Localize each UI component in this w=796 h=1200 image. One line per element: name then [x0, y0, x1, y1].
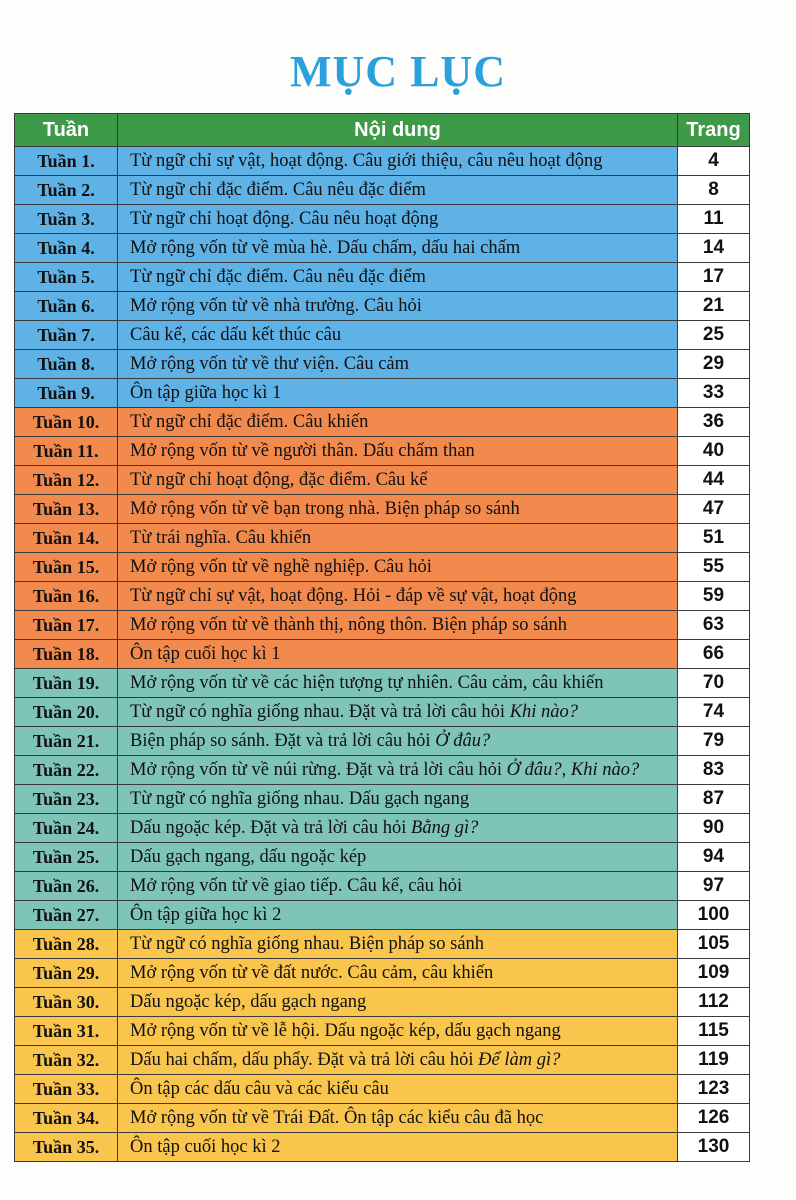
- week-cell: Tuần 34.: [15, 1104, 118, 1133]
- page-number-cell: 94: [678, 843, 750, 872]
- content-text: Từ ngữ chỉ đặc điểm. Câu nêu đặc điểm: [130, 179, 426, 200]
- content-cell: [118, 901, 678, 930]
- week-cell: Tuần 30.: [15, 988, 118, 1017]
- week-cell: Tuần 29.: [15, 959, 118, 988]
- page-number-cell: 70: [678, 669, 750, 698]
- page-number-cell: 17: [678, 263, 750, 292]
- content-cell: [118, 292, 678, 321]
- content-text: Ôn tập các dấu câu và các kiểu câu: [130, 1078, 389, 1099]
- content-text: Từ ngữ chỉ đặc điểm. Câu khiến: [130, 411, 369, 432]
- content-cell: [118, 466, 678, 495]
- table-row: [15, 321, 750, 350]
- content-text: Từ ngữ có nghĩa giống nhau. Biện pháp so sánh: [130, 933, 485, 954]
- content-text: Mở rộng vốn từ về núi rừng. Đặt và trả lời câu hỏi: [130, 759, 507, 780]
- week-cell: Tuần 33.: [15, 1075, 118, 1104]
- content-text: Từ ngữ có nghĩa giống nhau. Dấu gạch ngang: [130, 788, 470, 809]
- content-italic-text: Khi nào?: [509, 701, 579, 722]
- page-number-cell: 33: [678, 379, 750, 408]
- page-number-cell: 119: [678, 1046, 750, 1075]
- week-cell: Tuần 5.: [15, 263, 118, 292]
- content-cell: [118, 611, 678, 640]
- page-number-cell: 112: [678, 988, 750, 1017]
- content-cell: [118, 176, 678, 205]
- page-number-cell: 109: [678, 959, 750, 988]
- table-row: [15, 640, 750, 669]
- header-content: Nội dung: [118, 114, 678, 147]
- content-cell: [118, 379, 678, 408]
- content-text: Mở rộng vốn từ về đất nước. Câu cảm, câu khiến: [130, 962, 494, 983]
- content-text: Từ ngữ có nghĩa giống nhau. Đặt và trả lời câu hỏi: [130, 701, 510, 722]
- table-row: [15, 727, 750, 756]
- content-cell: [118, 988, 678, 1017]
- page-number-cell: 79: [678, 727, 750, 756]
- content-text: Mở rộng vốn từ về thành thị, nông thôn. Biện pháp so sánh: [130, 614, 568, 635]
- table-row: [15, 466, 750, 495]
- week-cell: Tuần 25.: [15, 843, 118, 872]
- page-number-cell: 100: [678, 901, 750, 930]
- table-row: [15, 785, 750, 814]
- week-cell: Tuần 27.: [15, 901, 118, 930]
- header-week: Tuần: [15, 114, 118, 147]
- content-text: Ôn tập giữa học kì 2: [130, 904, 282, 925]
- table-row: [15, 611, 750, 640]
- content-italic-text: Ở đâu?: [435, 730, 491, 751]
- content-text: Từ ngữ chỉ sự vật, hoạt động. Hỏi - đáp về sự vật, hoạt động: [130, 585, 577, 606]
- table-row: [15, 1075, 750, 1104]
- page-number-cell: 130: [678, 1133, 750, 1162]
- content-text: Mở rộng vốn từ về bạn trong nhà. Biện pháp so sánh: [130, 498, 520, 519]
- week-cell: Tuần 7.: [15, 321, 118, 350]
- table-row: [15, 930, 750, 959]
- content-cell: [118, 727, 678, 756]
- content-cell: [118, 408, 678, 437]
- page-number-cell: 87: [678, 785, 750, 814]
- content-cell: [118, 205, 678, 234]
- table-row: [15, 263, 750, 292]
- table-row: [15, 1046, 750, 1075]
- table-row: [15, 350, 750, 379]
- content-cell: [118, 495, 678, 524]
- page-number-cell: 40: [678, 437, 750, 466]
- table-row: [15, 205, 750, 234]
- content-cell: [118, 234, 678, 263]
- content-italic-text: Ở đâu?, Khi nào?: [506, 759, 640, 780]
- week-cell: Tuần 6.: [15, 292, 118, 321]
- week-cell: Tuần 28.: [15, 930, 118, 959]
- content-text: Mở rộng vốn từ về nghề nghiệp. Câu hỏi: [130, 556, 432, 577]
- page-number-cell: 83: [678, 756, 750, 785]
- content-cell: [118, 263, 678, 292]
- week-cell: Tuần 8.: [15, 350, 118, 379]
- content-cell: [118, 1075, 678, 1104]
- week-cell: Tuần 35.: [15, 1133, 118, 1162]
- page-number-cell: 123: [678, 1075, 750, 1104]
- week-cell: Tuần 24.: [15, 814, 118, 843]
- table-row: [15, 147, 750, 176]
- table-row: [15, 1133, 750, 1162]
- content-cell: [118, 669, 678, 698]
- content-cell: [118, 814, 678, 843]
- week-cell: Tuần 20.: [15, 698, 118, 727]
- week-cell: Tuần 19.: [15, 669, 118, 698]
- table-row: [15, 959, 750, 988]
- week-cell: Tuần 22.: [15, 756, 118, 785]
- content-cell: [118, 321, 678, 350]
- content-text: Mở rộng vốn từ về các hiện tượng tự nhiên. Câu cảm, câu khiến: [130, 672, 604, 693]
- week-cell: Tuần 23.: [15, 785, 118, 814]
- page-number-cell: 4: [678, 147, 750, 176]
- page-number-cell: 74: [678, 698, 750, 727]
- table-row: [15, 669, 750, 698]
- content-text: Từ trái nghĩa. Câu khiến: [130, 527, 312, 548]
- content-cell: [118, 437, 678, 466]
- table-body: [15, 147, 750, 1162]
- table-row: [15, 843, 750, 872]
- week-cell: Tuần 17.: [15, 611, 118, 640]
- table-row: [15, 234, 750, 263]
- page-number-cell: 51: [678, 524, 750, 553]
- table-row: [15, 292, 750, 321]
- content-text: Mở rộng vốn từ về lễ hội. Dấu ngoặc kép, dấu gạch ngang: [130, 1020, 561, 1041]
- week-cell: Tuần 4.: [15, 234, 118, 263]
- table-row: [15, 698, 750, 727]
- page-number-cell: 105: [678, 930, 750, 959]
- week-cell: Tuần 13.: [15, 495, 118, 524]
- content-text: Mở rộng vốn từ về nhà trường. Câu hỏi: [130, 295, 422, 316]
- content-text: Mở rộng vốn từ về Trái Đất. Ôn tập các kiểu câu đã học: [130, 1107, 544, 1128]
- table-row: [15, 437, 750, 466]
- content-text: Từ ngữ chỉ hoạt động. Câu nêu hoạt động: [130, 208, 439, 229]
- content-cell: [118, 1046, 678, 1075]
- week-cell: Tuần 2.: [15, 176, 118, 205]
- week-cell: Tuần 31.: [15, 1017, 118, 1046]
- content-cell: [118, 582, 678, 611]
- content-cell: [118, 843, 678, 872]
- content-text: Câu kể, các dấu kết thúc câu: [130, 324, 342, 345]
- week-cell: Tuần 26.: [15, 872, 118, 901]
- page-number-cell: 126: [678, 1104, 750, 1133]
- table-row: [15, 901, 750, 930]
- week-cell: Tuần 16.: [15, 582, 118, 611]
- content-text: Dấu ngoặc kép. Đặt và trả lời câu hỏi: [130, 817, 412, 838]
- table-of-contents: [14, 113, 750, 1162]
- content-text: Dấu hai chấm, dấu phẩy. Đặt và trả lời câu hỏi: [130, 1049, 479, 1070]
- page-number-cell: 14: [678, 234, 750, 263]
- content-cell: [118, 1017, 678, 1046]
- content-cell: [118, 147, 678, 176]
- week-cell: Tuần 18.: [15, 640, 118, 669]
- page-number-cell: 11: [678, 205, 750, 234]
- content-text: Mở rộng vốn từ về giao tiếp. Câu kể, câu hỏi: [130, 875, 463, 896]
- content-text: Mở rộng vốn từ về người thân. Dấu chấm than: [130, 440, 475, 461]
- table-row: [15, 988, 750, 1017]
- page-number-cell: 47: [678, 495, 750, 524]
- content-cell: [118, 553, 678, 582]
- page-number-cell: 63: [678, 611, 750, 640]
- page-title: MỤC LỤC: [290, 47, 506, 96]
- content-cell: [118, 350, 678, 379]
- week-cell: Tuần 1.: [15, 147, 118, 176]
- table-row: [15, 495, 750, 524]
- table-row: [15, 176, 750, 205]
- content-text: Biện pháp so sánh. Đặt và trả lời câu hỏi: [130, 730, 436, 751]
- page-number-cell: 59: [678, 582, 750, 611]
- page-number-cell: 55: [678, 553, 750, 582]
- week-cell: Tuần 10.: [15, 408, 118, 437]
- page-number-cell: 66: [678, 640, 750, 669]
- table-header-row: [15, 114, 750, 147]
- content-text: Mở rộng vốn từ về mùa hè. Dấu chấm, dấu hai chấm: [130, 237, 521, 258]
- page-number-cell: 8: [678, 176, 750, 205]
- content-text: Từ ngữ chỉ sự vật, hoạt động. Câu giới thiệu, câu nêu hoạt động: [130, 150, 603, 171]
- page-number-cell: 90: [678, 814, 750, 843]
- table-row: [15, 379, 750, 408]
- week-cell: Tuần 14.: [15, 524, 118, 553]
- table-row: [15, 756, 750, 785]
- table-row: [15, 553, 750, 582]
- week-cell: Tuần 3.: [15, 205, 118, 234]
- page-number-cell: 36: [678, 408, 750, 437]
- table-row: [15, 408, 750, 437]
- content-text: Dấu gạch ngang, dấu ngoặc kép: [130, 846, 367, 867]
- content-cell: [118, 1133, 678, 1162]
- content-cell: [118, 872, 678, 901]
- table-row: [15, 524, 750, 553]
- content-cell: [118, 698, 678, 727]
- page-number-cell: 44: [678, 466, 750, 495]
- content-cell: [118, 785, 678, 814]
- week-cell: Tuần 12.: [15, 466, 118, 495]
- content-italic-text: Bằng gì?: [411, 817, 479, 838]
- content-text: Ôn tập giữa học kì 1: [130, 382, 282, 403]
- page-number-cell: 29: [678, 350, 750, 379]
- week-cell: Tuần 32.: [15, 1046, 118, 1075]
- content-cell: [118, 1104, 678, 1133]
- content-text: Dấu ngoặc kép, dấu gạch ngang: [130, 991, 367, 1012]
- content-text: Ôn tập cuối học kì 2: [130, 1136, 281, 1157]
- content-cell: [118, 756, 678, 785]
- table-row: [15, 872, 750, 901]
- content-text: Ôn tập cuối học kì 1: [130, 643, 281, 664]
- page-number-cell: 115: [678, 1017, 750, 1046]
- page-number-cell: 97: [678, 872, 750, 901]
- week-cell: Tuần 15.: [15, 553, 118, 582]
- header-page: Trang: [678, 114, 750, 147]
- table-row: [15, 814, 750, 843]
- content-text: Từ ngữ chỉ hoạt động, đặc điểm. Câu kể: [130, 469, 428, 490]
- table-row: [15, 582, 750, 611]
- content-text: Từ ngữ chỉ đặc điểm. Câu nêu đặc điểm: [130, 266, 426, 287]
- table-row: [15, 1017, 750, 1046]
- table-row: [15, 1104, 750, 1133]
- content-cell: [118, 524, 678, 553]
- page-number-cell: 25: [678, 321, 750, 350]
- page-number-cell: 21: [678, 292, 750, 321]
- content-cell: [118, 930, 678, 959]
- content-italic-text: Để làm gì?: [478, 1049, 561, 1070]
- week-cell: Tuần 21.: [15, 727, 118, 756]
- week-cell: Tuần 9.: [15, 379, 118, 408]
- week-cell: Tuần 11.: [15, 437, 118, 466]
- content-cell: [118, 959, 678, 988]
- content-cell: [118, 640, 678, 669]
- content-text: Mở rộng vốn từ về thư viện. Câu cảm: [130, 353, 410, 374]
